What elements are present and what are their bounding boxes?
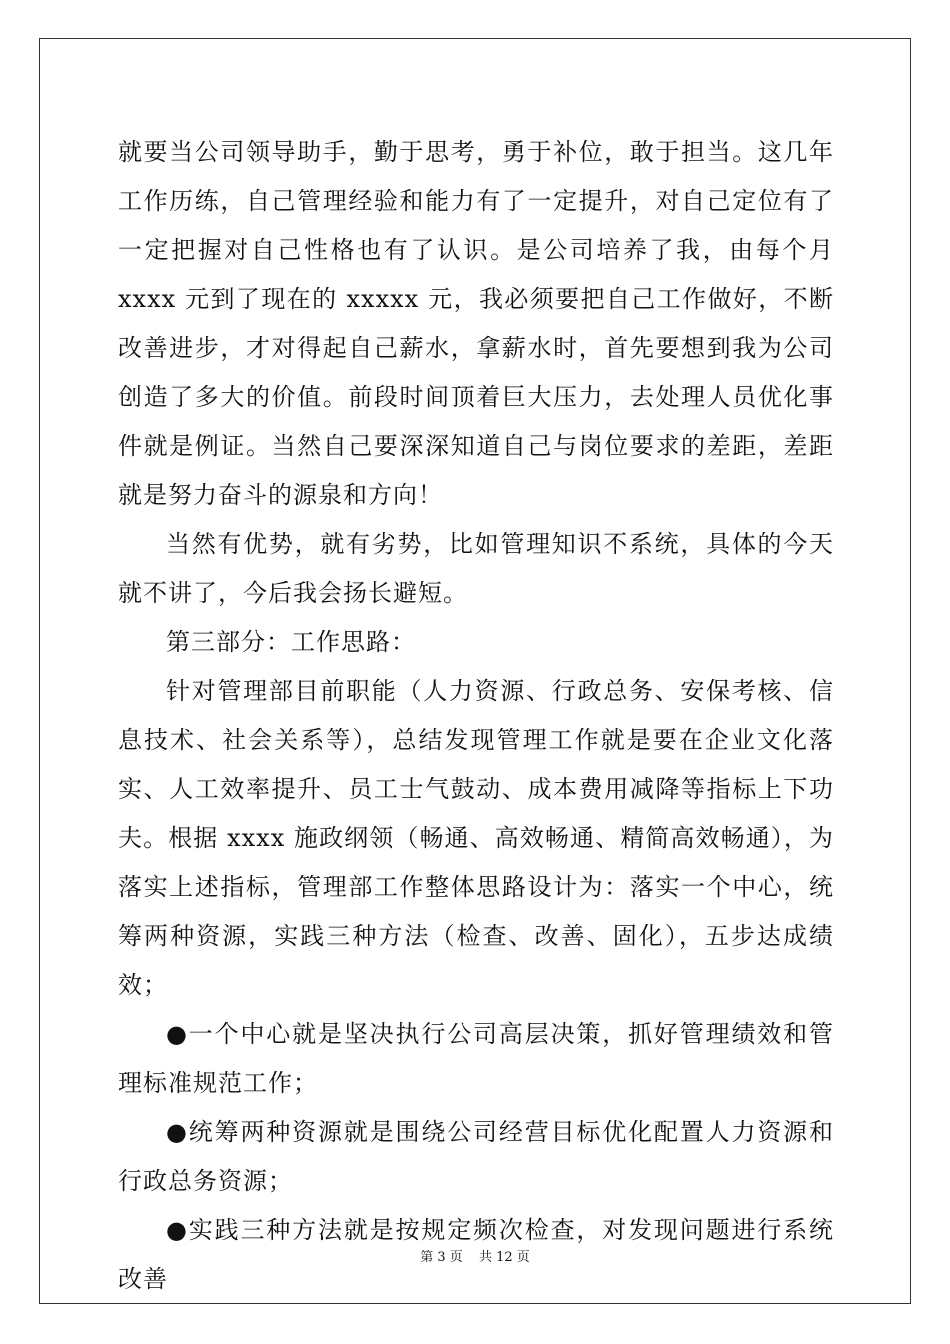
bullet-item: ●统筹两种资源就是围绕公司经营目标优化配置人力资源和行政总务资源；: [118, 1118, 834, 1195]
paragraph: 就要当公司领导助手，勤于思考，勇于补位，敢于担当。这几年工作历练，自己管理经验和能力有了一定提升，对自己定位有了一定把握对自己性格也有了认识。是公司培养了我，由每个月 xxxx 元到了现在的 xxxxx 元，我必须要把自己工作做好，不断改善进步，才对得起自己薪水，拿薪水时，首先要想到我为公司创造了多大的价值。前段时间顶着巨大压力，去处理人员优化事件就是例证。当然自己要深深知道自己与岗位要求的差距，差距就是努力奋斗的源泉和方向！: [118, 138, 834, 509]
bullet-item: ●一个中心就是坚决执行公司高层决策，抓好管理绩效和管理标准规范工作；: [118, 1020, 834, 1097]
document-body: [118, 128, 834, 1304]
paragraph: 当然有优势，就有劣势，比如管理知识不系统，具体的今天就不讲了，今后我会扬长避短。: [118, 530, 834, 607]
page-total: 共 12 页: [478, 1250, 530, 1265]
paragraph: 针对管理部目前职能（人力资源、行政总务、安保考核、信息技术、社会关系等），总结发现管理工作就是要在企业文化落实、人工效率提升、员工士气鼓动、成本费用减降等指标上下功夫。根据 xxxx 施政纲领（畅通、高效畅通、精简高效畅通），为落实上述指标，管理部工作整体思路设计为：落实一个中心，统筹两种资源，实践三种方法（检查、改善、固化），五步达成绩效；: [118, 677, 834, 999]
page-number: 第 3 页: [420, 1250, 463, 1265]
bullet-item: ●实践三种方法就是按规定频次检查，对发现问题进行系统改善: [118, 1216, 834, 1293]
page-footer: [0, 1246, 950, 1265]
section-heading: 第三部分：工作思路：: [166, 628, 416, 656]
